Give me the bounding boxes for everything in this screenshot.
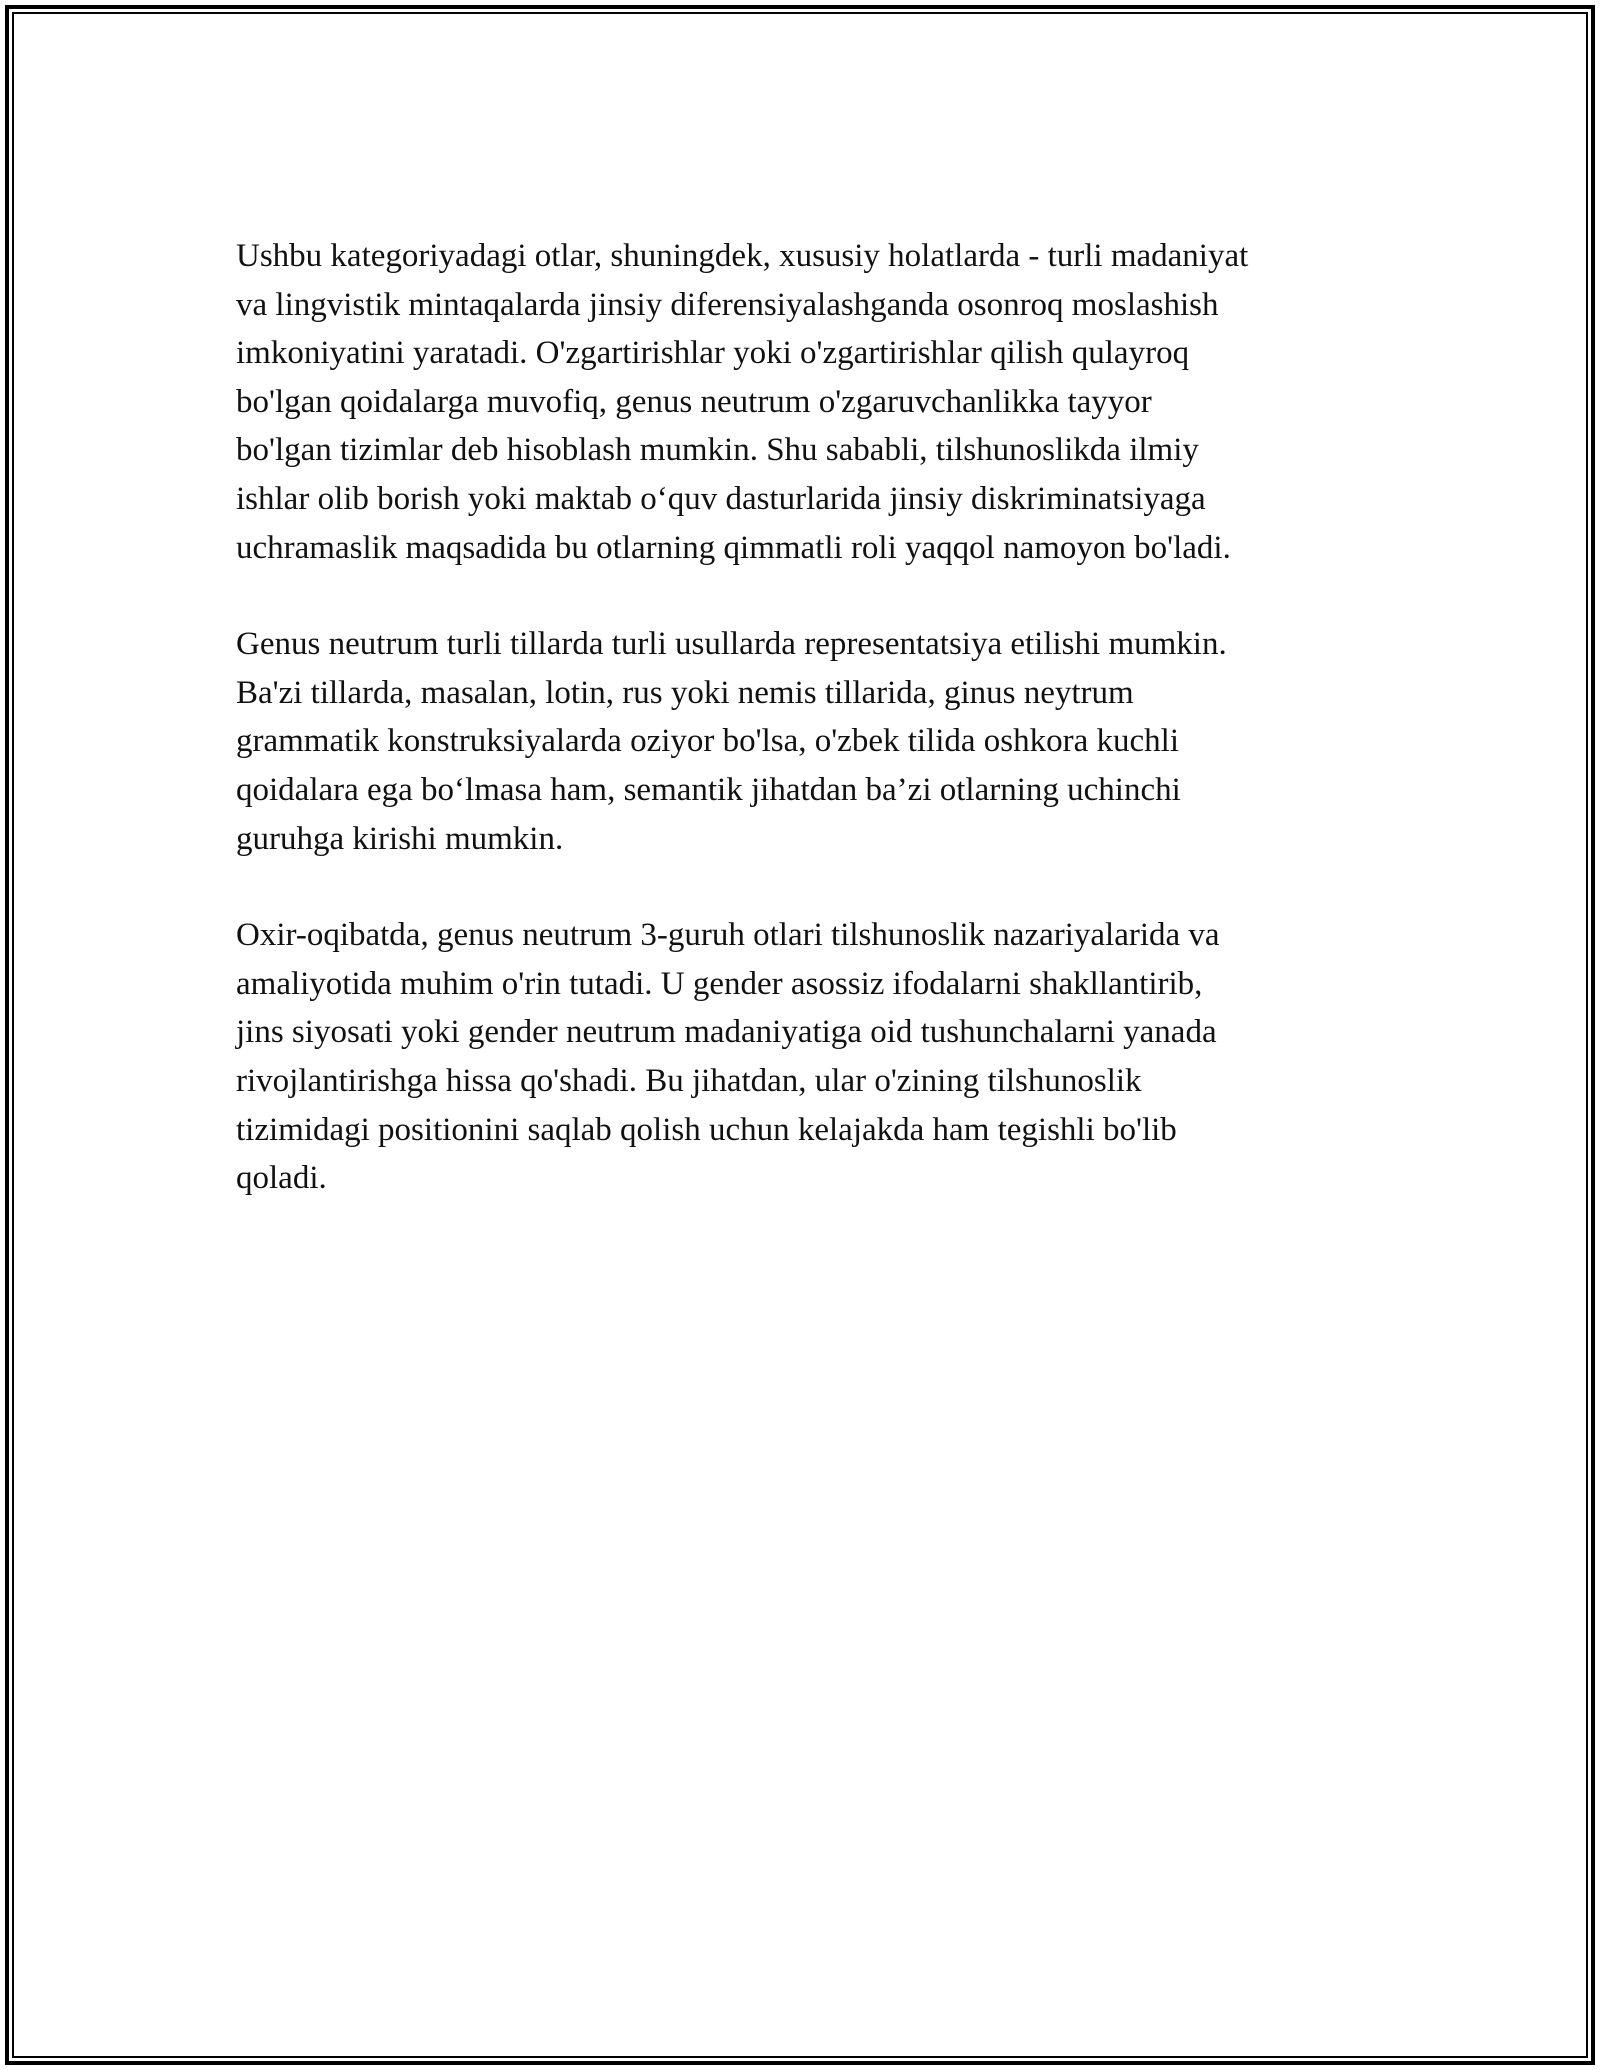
text-line: Ushbu kategoriyadagi otlar, shuningdek, xususiy holatlarda - turli madaniyat [236, 238, 1249, 274]
text-line: bo'lgan qoidalarga muvofiq, genus neutrum o'zgaruvchanlikka tayyor [236, 383, 1152, 420]
text-line: rivojlantirishga hissa qo'shadi. Bu jihatdan, ular o'zining tilshunoslik [236, 1062, 1142, 1099]
paragraph-3 [236, 911, 1396, 1203]
text-line: jins siyosati yoki gender neutrum madaniyatiga oid tushunchalarni yanada [236, 1014, 1217, 1051]
text-line: Ba'zi tillarda, masalan, lotin, rus yoki nemis tillarida, ginus neytrum [236, 674, 1134, 711]
text-line: uchramaslik maqsadida bu otlarning qimmatli roli yaqqol namoyon bo'ladi. [236, 529, 1231, 566]
text-line: tizimidagi positionini saqlab qolish uchun kelajakda ham tegishli bo'lib [236, 1111, 1177, 1148]
paragraph-2 [236, 620, 1396, 863]
text-line: amaliyotida muhim o'rin tutadi. U gender asossiz ifodalarni shakllantirib, [236, 965, 1203, 1002]
text-line: Oxir-oqibatda, genus neutrum 3-guruh otlari tilshunoslik nazariyalarida va [236, 917, 1220, 954]
text-line: ishlar olib borish yoki maktab o‘quv dasturlarida jinsiy diskriminatsiyaga [236, 480, 1206, 517]
document-body [236, 232, 1396, 1251]
text-line: bo'lgan tizimlar deb hisoblash mumkin. Shu sababli, tilshunoslikda ilmiy [236, 432, 1199, 469]
text-line: va lingvistik mintaqalarda jinsiy diferensiyalashganda osonroq moslashish [236, 286, 1219, 323]
text-line: grammatik konstruksiyalarda oziyor bo'lsa, o'zbek tilida oshkora kuchli [236, 723, 1179, 760]
text-line: qoidalara ega bo‘lmasa ham, semantik jihatdan ba’zi otlarning uchinchi [236, 771, 1181, 808]
text-line: guruhga kirishi mumkin. [236, 820, 564, 857]
text-line: imkoniyatini yaratadi. O'zgartirishlar yoki o'zgartirishlar qilish qulayroq [236, 335, 1190, 372]
paragraph-1 [236, 232, 1396, 572]
text-line: qoladi. [236, 1160, 327, 1197]
text-line: Genus neutrum turli tillarda turli usullarda representatsiya etilishi mumkin. [236, 626, 1227, 663]
